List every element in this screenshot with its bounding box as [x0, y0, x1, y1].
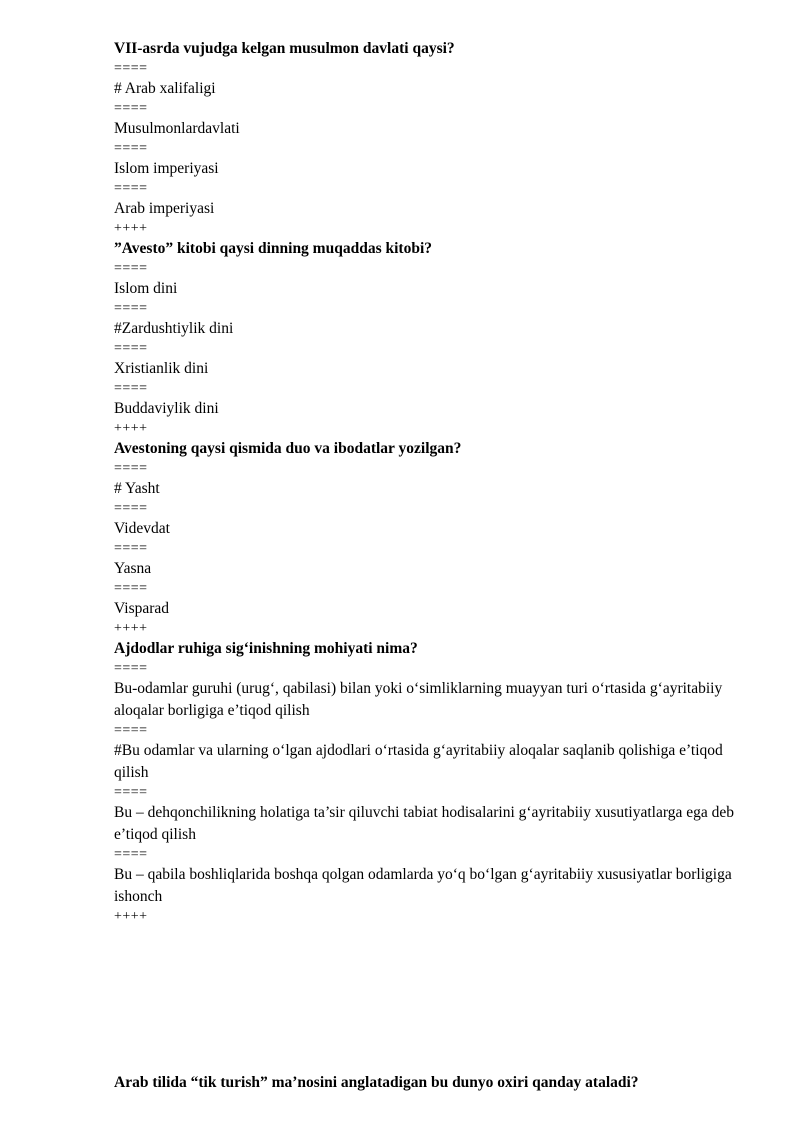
answer-option: Visparad: [114, 600, 170, 617]
answer-option: #Bu odamlar va ularning o‘lgan ajdodlari o‘rtasida g‘ayritabiiy aloqalar saqlanib qolishiga e’tiqod qilish: [114, 742, 723, 781]
question-text: Avestoning qaysi qismida duo va ibodatlar yozilgan?: [114, 440, 462, 457]
option-separator: ====: [114, 341, 148, 356]
answer-option: Buddaviylik dini: [114, 400, 219, 417]
block-end-marker: ++++: [114, 621, 148, 636]
question-block: [114, 438, 744, 638]
option-separator: ====: [114, 461, 148, 476]
question-text: VII-asrda vujudga kelgan musulmon davlati qaysi?: [114, 40, 455, 57]
question-block: [114, 638, 744, 926]
answer-option: Arab imperiyasi: [114, 200, 215, 217]
answer-option: # Arab xalifaligi: [114, 80, 216, 97]
answer-option: Bu – qabila boshliqlarida boshqa qolgan odamlarda yo‘q bo‘lgan g‘ayritabiiy xususiyatlar borligiga ishonch: [114, 866, 732, 905]
answer-option: Islom dini: [114, 280, 178, 297]
document-page: [114, 38, 744, 1094]
question-text: Ajdodlar ruhiga sig‘inishning mohiyati nima?: [114, 640, 418, 657]
answer-option: Xristianlik dini: [114, 360, 209, 377]
option-separator: ====: [114, 301, 148, 316]
option-separator: ====: [114, 501, 148, 516]
option-separator: ====: [114, 541, 148, 556]
option-separator: ====: [114, 61, 148, 76]
block-end-marker: ++++: [114, 421, 148, 436]
answer-option: Yasna: [114, 560, 152, 577]
option-separator: ====: [114, 261, 148, 276]
option-separator: ====: [114, 381, 148, 396]
page-gap: [114, 926, 744, 1072]
answer-option: Islom imperiyasi: [114, 160, 219, 177]
option-separator: ====: [114, 847, 148, 862]
option-separator: ====: [114, 581, 148, 596]
option-separator: ====: [114, 101, 148, 116]
block-end-marker: ++++: [114, 221, 148, 236]
option-separator: ====: [114, 723, 148, 738]
block-end-marker: ++++: [114, 909, 148, 924]
answer-option: Videvdat: [114, 520, 170, 537]
answer-option: Musulmonlardavlati: [114, 120, 240, 137]
question-block: [114, 238, 744, 438]
option-separator: ====: [114, 785, 148, 800]
answer-option: #Zardushtiylik dini: [114, 320, 234, 337]
question-text: ”Avesto” kitobi qaysi dinning muqaddas kitobi?: [114, 240, 432, 257]
option-separator: ====: [114, 661, 148, 676]
answer-option: Bu-odamlar guruhi (urug‘, qabilasi) bilan yoki o‘simliklarning muayyan turi o‘rtasida g‘ayritabiiy aloqalar borligiga e’tiqod qilish: [114, 680, 723, 719]
question-block: [114, 38, 744, 238]
question-text: Arab tilida “tik turish” ma’nosini anglatadigan bu dunyo oxiri qanday ataladi?: [114, 1074, 639, 1091]
option-separator: ====: [114, 141, 148, 156]
answer-option: # Yasht: [114, 480, 160, 497]
option-separator: ====: [114, 181, 148, 196]
answer-option: Bu – dehqonchilikning holatiga ta’sir qiluvchi tabiat hodisalarini g‘ayritabiiy xusutiyatlarga ega deb e’tiqod qilish: [114, 804, 734, 843]
